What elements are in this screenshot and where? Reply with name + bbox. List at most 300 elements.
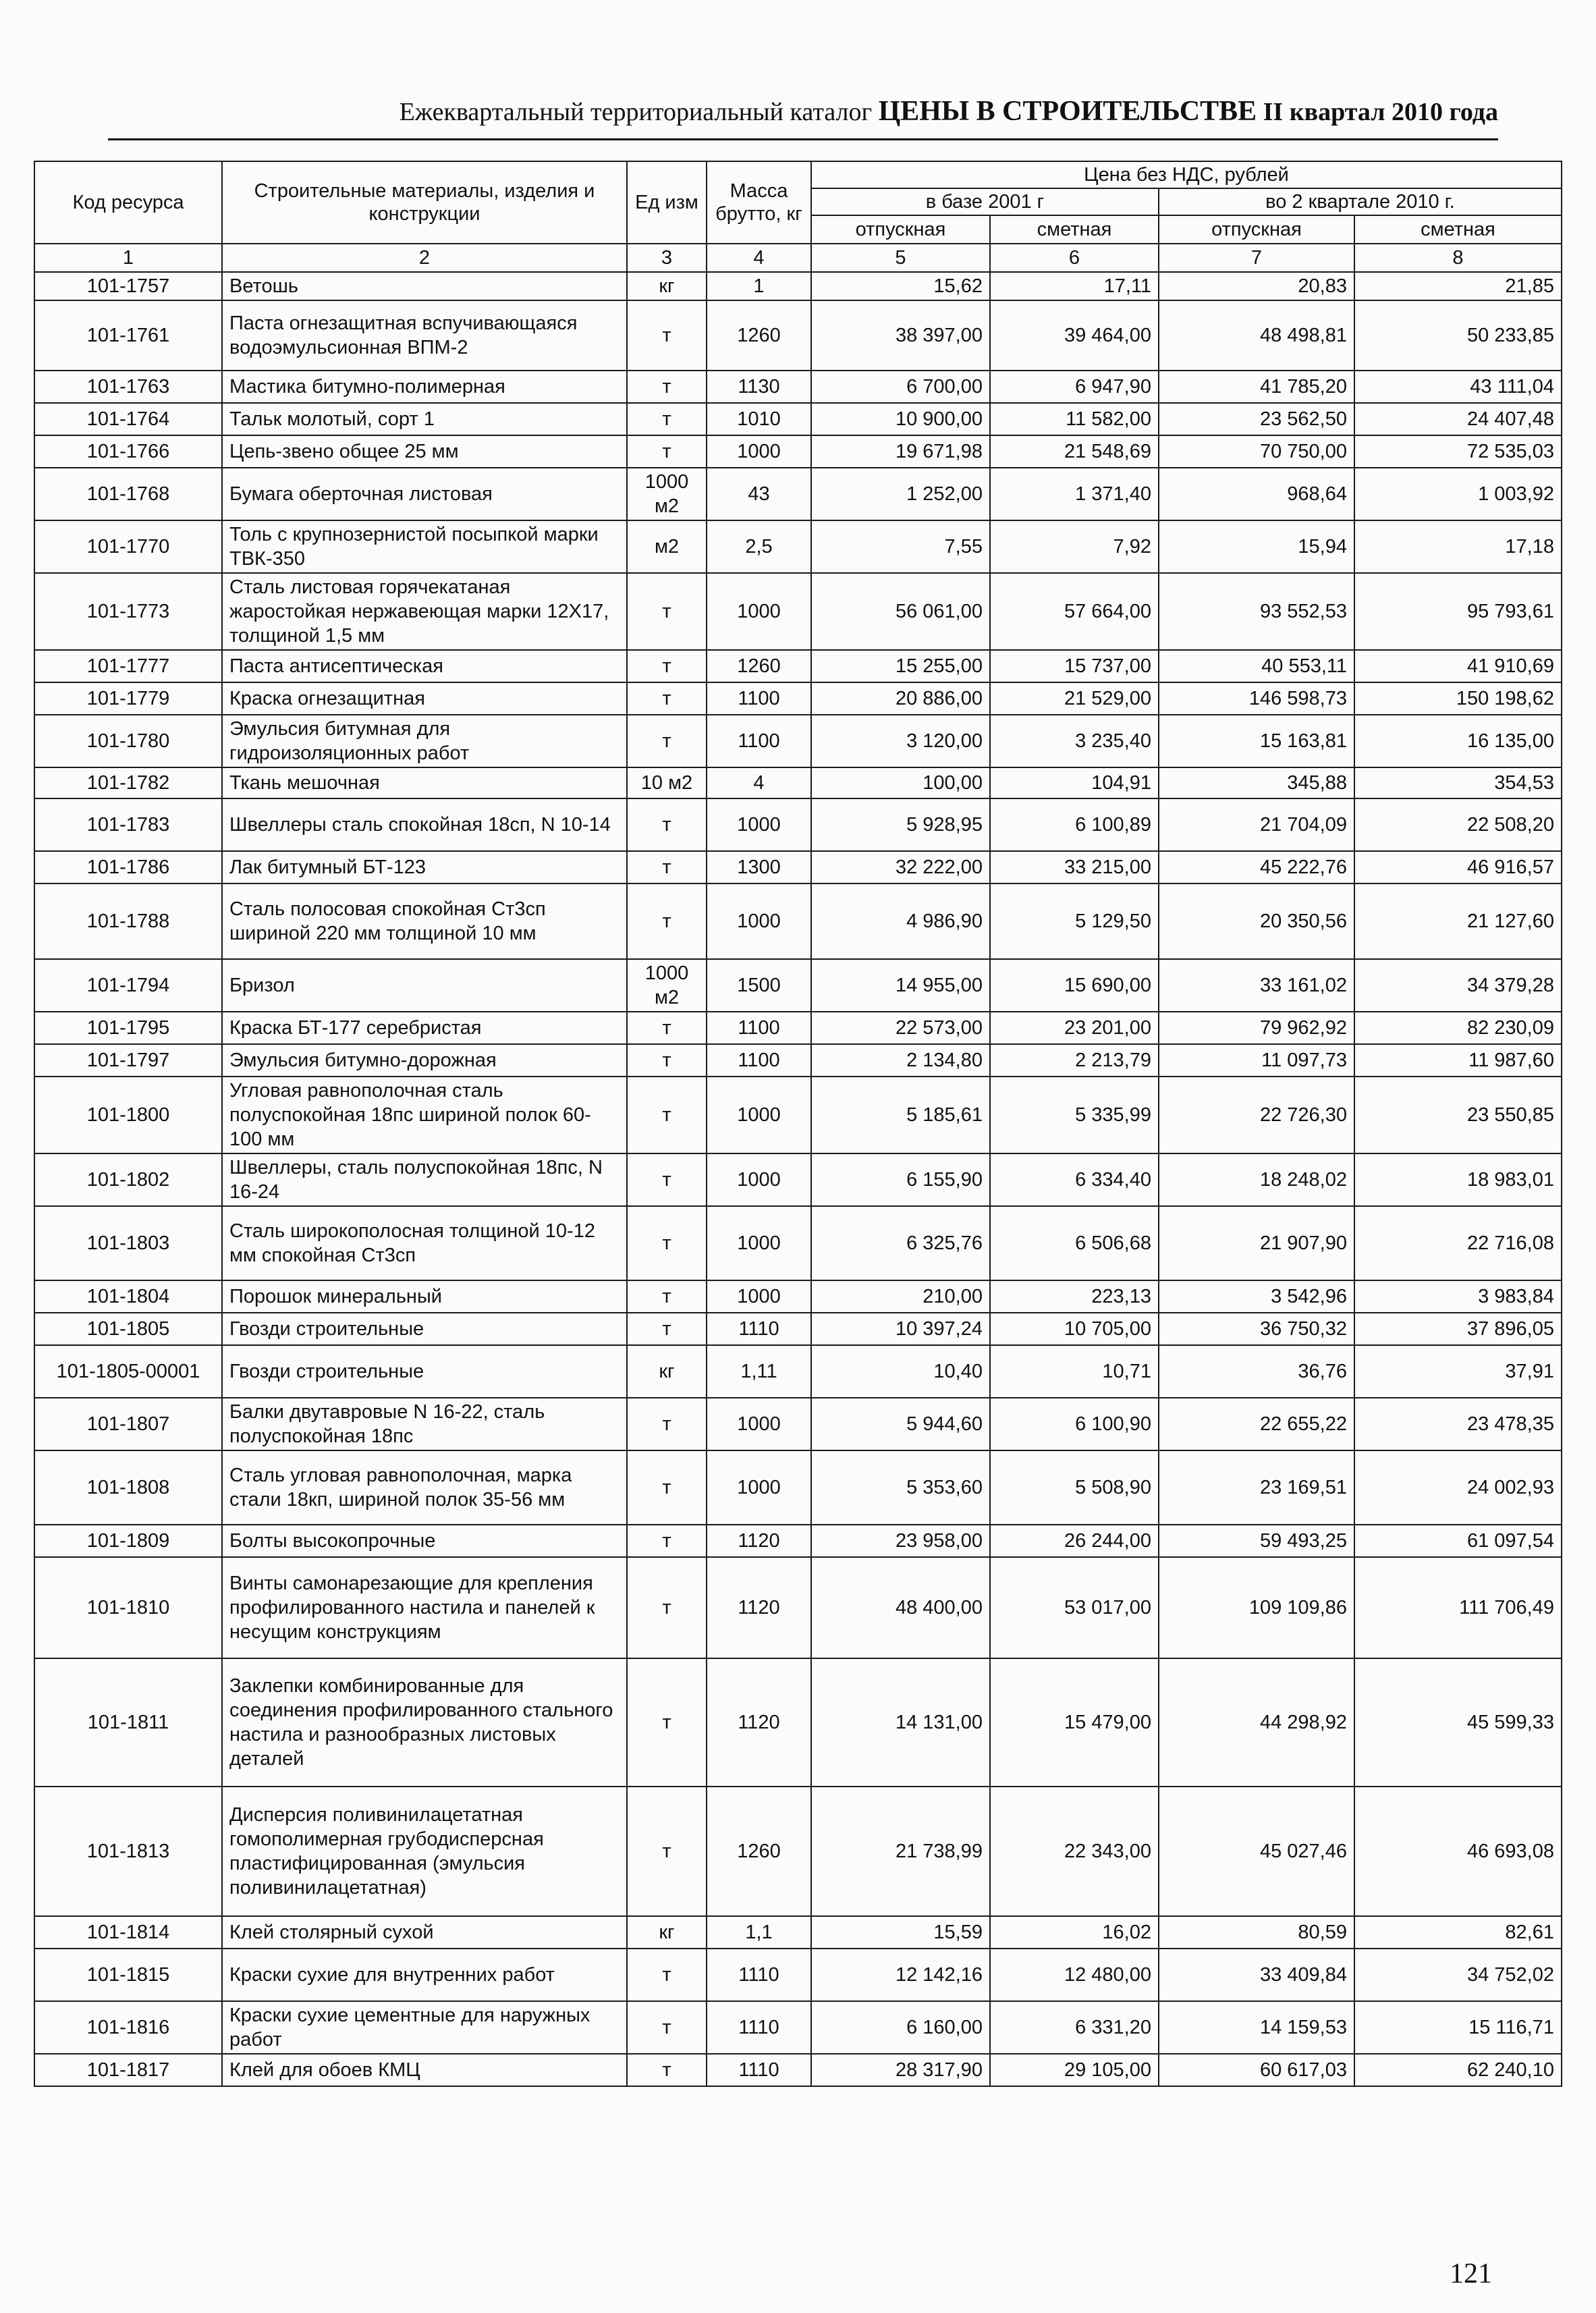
row-name: Дисперсия поливинилацетатная гомополимерная грубодисперсная пластифицированная (эмульсия поливинилацетатная) bbox=[222, 1787, 627, 1916]
col-number: 4 bbox=[707, 244, 811, 272]
table-body bbox=[34, 272, 1562, 2086]
row-unit: т bbox=[627, 435, 707, 468]
row-price-current-estimate: 3 983,84 bbox=[1354, 1280, 1562, 1313]
row-price-current-wholesale: 41 785,20 bbox=[1159, 371, 1354, 403]
row-price-current-wholesale: 93 552,53 bbox=[1159, 573, 1354, 650]
row-mass: 1500 bbox=[707, 959, 811, 1012]
row-price-current-estimate: 72 535,03 bbox=[1354, 435, 1562, 468]
row-mass: 1300 bbox=[707, 851, 811, 883]
row-name: Бризол bbox=[222, 959, 627, 1012]
row-unit: т bbox=[627, 1787, 707, 1916]
row-price-base-wholesale: 48 400,00 bbox=[811, 1557, 990, 1658]
row-mass: 2,5 bbox=[707, 520, 811, 573]
row-code: 101-1768 bbox=[34, 468, 222, 520]
row-price-current-estimate: 50 233,85 bbox=[1354, 300, 1562, 371]
row-price-current-estimate: 61 097,54 bbox=[1354, 1525, 1562, 1557]
row-mass: 1110 bbox=[707, 2054, 811, 2086]
row-price-base-estimate: 15 690,00 bbox=[990, 959, 1159, 1012]
row-mass: 1110 bbox=[707, 1949, 811, 2001]
row-code: 101-1800 bbox=[34, 1077, 222, 1153]
row-price-current-estimate: 24 002,93 bbox=[1354, 1450, 1562, 1525]
row-price-current-estimate: 22 508,20 bbox=[1354, 798, 1562, 851]
row-code: 101-1777 bbox=[34, 650, 222, 682]
row-mass: 1010 bbox=[707, 403, 811, 435]
table-row bbox=[34, 682, 1562, 715]
row-price-current-estimate: 43 111,04 bbox=[1354, 371, 1562, 403]
row-price-base-estimate: 39 464,00 bbox=[990, 300, 1159, 371]
row-mass: 1000 bbox=[707, 1153, 811, 1206]
row-code: 101-1773 bbox=[34, 573, 222, 650]
row-price-current-wholesale: 20,83 bbox=[1159, 272, 1354, 300]
table-row bbox=[34, 1658, 1562, 1787]
row-price-base-wholesale: 2 134,80 bbox=[811, 1044, 990, 1077]
row-name: Гвозди строительные bbox=[222, 1313, 627, 1345]
row-name: Лак битумный БТ-123 bbox=[222, 851, 627, 883]
row-mass: 1110 bbox=[707, 1313, 811, 1345]
header-base: в базе 2001 г bbox=[811, 188, 1159, 215]
row-code: 101-1797 bbox=[34, 1044, 222, 1077]
header-title: ЦЕНЫ В СТРОИТЕЛЬСТВЕ bbox=[878, 96, 1257, 127]
col-number: 1 bbox=[34, 244, 222, 272]
row-price-current-estimate: 15 116,71 bbox=[1354, 2001, 1562, 2054]
table-row bbox=[34, 650, 1562, 682]
row-mass: 1000 bbox=[707, 1398, 811, 1450]
row-price-base-estimate: 10,71 bbox=[990, 1345, 1159, 1398]
row-name: Заклепки комбинированные для соединения профилированного стального настила и разнообразных листовых деталей bbox=[222, 1658, 627, 1787]
row-unit: кг bbox=[627, 1916, 707, 1949]
table-row bbox=[34, 767, 1562, 798]
row-name: Клей столярный сухой bbox=[222, 1916, 627, 1949]
row-price-current-estimate: 23 478,35 bbox=[1354, 1398, 1562, 1450]
row-price-base-wholesale: 21 738,99 bbox=[811, 1787, 990, 1916]
header-unit: Ед изм bbox=[627, 161, 707, 244]
row-name: Эмульсия битумная для гидроизоляционных работ bbox=[222, 715, 627, 767]
row-code: 101-1811 bbox=[34, 1658, 222, 1787]
row-price-base-estimate: 1 371,40 bbox=[990, 468, 1159, 520]
row-unit: т bbox=[627, 851, 707, 883]
row-unit: т bbox=[627, 1313, 707, 1345]
row-price-current-wholesale: 21 907,90 bbox=[1159, 1206, 1354, 1280]
row-price-current-wholesale: 48 498,81 bbox=[1159, 300, 1354, 371]
row-price-base-estimate: 2 213,79 bbox=[990, 1044, 1159, 1077]
row-code: 101-1782 bbox=[34, 767, 222, 798]
row-name: Гвозди строительные bbox=[222, 1345, 627, 1398]
row-price-base-wholesale: 5 185,61 bbox=[811, 1077, 990, 1153]
row-price-current-estimate: 21 127,60 bbox=[1354, 883, 1562, 959]
row-price-current-estimate: 62 240,10 bbox=[1354, 2054, 1562, 2086]
table-row bbox=[34, 1044, 1562, 1077]
row-mass: 1000 bbox=[707, 883, 811, 959]
row-price-current-wholesale: 22 726,30 bbox=[1159, 1077, 1354, 1153]
header-estimate-2: сметная bbox=[1354, 215, 1562, 244]
row-unit: т bbox=[627, 1525, 707, 1557]
row-name: Краска огнезащитная bbox=[222, 682, 627, 715]
row-mass: 1,1 bbox=[707, 1916, 811, 1949]
row-mass: 1000 bbox=[707, 573, 811, 650]
row-mass: 1,11 bbox=[707, 1345, 811, 1398]
row-code: 101-1807 bbox=[34, 1398, 222, 1450]
row-price-current-wholesale: 44 298,92 bbox=[1159, 1658, 1354, 1787]
row-price-current-estimate: 37,91 bbox=[1354, 1345, 1562, 1398]
row-price-current-wholesale: 15,94 bbox=[1159, 520, 1354, 573]
row-unit: т bbox=[627, 650, 707, 682]
row-price-base-wholesale: 28 317,90 bbox=[811, 2054, 990, 2086]
row-name: Паста антисептическая bbox=[222, 650, 627, 682]
row-name: Ткань мешочная bbox=[222, 767, 627, 798]
row-price-current-wholesale: 79 962,92 bbox=[1159, 1012, 1354, 1044]
row-code: 101-1779 bbox=[34, 682, 222, 715]
row-price-current-estimate: 37 896,05 bbox=[1354, 1313, 1562, 1345]
row-name: Краска БТ-177 серебристая bbox=[222, 1012, 627, 1044]
row-name: Бумага оберточная листовая bbox=[222, 468, 627, 520]
col-number: 7 bbox=[1159, 244, 1354, 272]
table-row bbox=[34, 371, 1562, 403]
row-unit: т bbox=[627, 1012, 707, 1044]
row-name: Швеллеры, сталь полуспокойная 18пс, N 16-24 bbox=[222, 1153, 627, 1206]
row-price-base-estimate: 33 215,00 bbox=[990, 851, 1159, 883]
row-code: 101-1766 bbox=[34, 435, 222, 468]
row-mass: 1000 bbox=[707, 1206, 811, 1280]
row-price-base-estimate: 5 335,99 bbox=[990, 1077, 1159, 1153]
row-mass: 1120 bbox=[707, 1557, 811, 1658]
row-price-base-estimate: 104,91 bbox=[990, 767, 1159, 798]
row-price-current-wholesale: 968,64 bbox=[1159, 468, 1354, 520]
row-code: 101-1770 bbox=[34, 520, 222, 573]
row-price-base-wholesale: 23 958,00 bbox=[811, 1525, 990, 1557]
row-mass: 1000 bbox=[707, 435, 811, 468]
row-price-base-estimate: 29 105,00 bbox=[990, 2054, 1159, 2086]
row-price-base-wholesale: 5 928,95 bbox=[811, 798, 990, 851]
row-mass: 1100 bbox=[707, 715, 811, 767]
row-mass: 1260 bbox=[707, 300, 811, 371]
row-code: 101-1795 bbox=[34, 1012, 222, 1044]
row-code: 101-1810 bbox=[34, 1557, 222, 1658]
row-code: 101-1786 bbox=[34, 851, 222, 883]
row-price-base-wholesale: 5 944,60 bbox=[811, 1398, 990, 1450]
row-price-base-wholesale: 32 222,00 bbox=[811, 851, 990, 883]
row-unit: т bbox=[627, 2001, 707, 2054]
row-unit: т bbox=[627, 1557, 707, 1658]
row-name: Мастика битумно-полимерная bbox=[222, 371, 627, 403]
table-row bbox=[34, 272, 1562, 300]
row-price-current-wholesale: 15 163,81 bbox=[1159, 715, 1354, 767]
row-price-current-estimate: 82 230,09 bbox=[1354, 1012, 1562, 1044]
table-row bbox=[34, 2054, 1562, 2086]
table-row bbox=[34, 300, 1562, 371]
row-price-base-wholesale: 5 353,60 bbox=[811, 1450, 990, 1525]
row-code: 101-1809 bbox=[34, 1525, 222, 1557]
row-name: Ветошь bbox=[222, 272, 627, 300]
row-code: 101-1764 bbox=[34, 403, 222, 435]
table-row bbox=[34, 1557, 1562, 1658]
row-mass: 1100 bbox=[707, 1044, 811, 1077]
header-wholesale-2: отпускная bbox=[1159, 215, 1354, 244]
table-row bbox=[34, 1450, 1562, 1525]
row-price-current-wholesale: 23 562,50 bbox=[1159, 403, 1354, 435]
row-mass: 1000 bbox=[707, 798, 811, 851]
row-price-current-wholesale: 20 350,56 bbox=[1159, 883, 1354, 959]
table-row bbox=[34, 468, 1562, 520]
header-estimate: сметная bbox=[990, 215, 1159, 244]
table-row bbox=[34, 959, 1562, 1012]
row-price-current-wholesale: 23 169,51 bbox=[1159, 1450, 1354, 1525]
row-unit: т bbox=[627, 1280, 707, 1313]
table-row bbox=[34, 851, 1562, 883]
row-price-current-estimate: 82,61 bbox=[1354, 1916, 1562, 1949]
header-name: Строительные материалы, изделия и конструкции bbox=[222, 161, 627, 244]
table-row bbox=[34, 798, 1562, 851]
row-unit: т bbox=[627, 1077, 707, 1153]
row-code: 101-1808 bbox=[34, 1450, 222, 1525]
row-price-current-wholesale: 59 493,25 bbox=[1159, 1525, 1354, 1557]
row-price-current-wholesale: 3 542,96 bbox=[1159, 1280, 1354, 1313]
column-number-row bbox=[34, 244, 1562, 272]
row-price-base-estimate: 6 947,90 bbox=[990, 371, 1159, 403]
row-name: Балки двутавровые N 16-22, сталь полуспокойная 18пс bbox=[222, 1398, 627, 1450]
row-price-base-estimate: 6 100,90 bbox=[990, 1398, 1159, 1450]
row-price-base-estimate: 11 582,00 bbox=[990, 403, 1159, 435]
row-price-base-wholesale: 4 986,90 bbox=[811, 883, 990, 959]
row-price-current-wholesale: 36 750,32 bbox=[1159, 1313, 1354, 1345]
row-name: Порошок минеральный bbox=[222, 1280, 627, 1313]
table-row bbox=[34, 520, 1562, 573]
table-row bbox=[34, 1787, 1562, 1916]
row-price-current-wholesale: 109 109,86 bbox=[1159, 1557, 1354, 1658]
header-code: Код ресурса bbox=[34, 161, 222, 244]
col-number: 3 bbox=[627, 244, 707, 272]
row-price-current-estimate: 21,85 bbox=[1354, 272, 1562, 300]
table-row bbox=[34, 1077, 1562, 1153]
row-price-base-wholesale: 6 700,00 bbox=[811, 371, 990, 403]
row-name: Краски сухие цементные для наружных работ bbox=[222, 2001, 627, 2054]
table-row bbox=[34, 1012, 1562, 1044]
row-price-base-estimate: 3 235,40 bbox=[990, 715, 1159, 767]
row-price-current-wholesale: 33 409,84 bbox=[1159, 1949, 1354, 2001]
row-unit: т bbox=[627, 300, 707, 371]
row-name: Краски сухие для внутренних работ bbox=[222, 1949, 627, 2001]
row-price-current-estimate: 34 752,02 bbox=[1354, 1949, 1562, 2001]
row-price-base-estimate: 57 664,00 bbox=[990, 573, 1159, 650]
row-code: 101-1802 bbox=[34, 1153, 222, 1206]
row-name: Угловая равнополочная сталь полуспокойная 18пс шириной полок 60-100 мм bbox=[222, 1077, 627, 1153]
row-price-base-wholesale: 22 573,00 bbox=[811, 1012, 990, 1044]
row-price-current-wholesale: 33 161,02 bbox=[1159, 959, 1354, 1012]
row-unit: т bbox=[627, 2054, 707, 2086]
row-price-base-wholesale: 15,59 bbox=[811, 1916, 990, 1949]
header-wholesale: отпускная bbox=[811, 215, 990, 244]
row-price-base-wholesale: 15 255,00 bbox=[811, 650, 990, 682]
row-price-base-wholesale: 100,00 bbox=[811, 767, 990, 798]
row-price-current-wholesale: 40 553,11 bbox=[1159, 650, 1354, 682]
row-price-base-wholesale: 6 325,76 bbox=[811, 1206, 990, 1280]
table-row bbox=[34, 1949, 1562, 2001]
table-row bbox=[34, 1916, 1562, 1949]
row-price-current-estimate: 150 198,62 bbox=[1354, 682, 1562, 715]
row-name: Эмульсия битумно-дорожная bbox=[222, 1044, 627, 1077]
row-code: 101-1763 bbox=[34, 371, 222, 403]
row-name: Толь с крупнозернистой посыпкой марки ТВК-350 bbox=[222, 520, 627, 573]
row-price-base-estimate: 21 529,00 bbox=[990, 682, 1159, 715]
row-mass: 1120 bbox=[707, 1658, 811, 1787]
row-mass: 1000 bbox=[707, 1077, 811, 1153]
row-unit: 10 м2 bbox=[627, 767, 707, 798]
row-code: 101-1761 bbox=[34, 300, 222, 371]
row-price-current-estimate: 46 916,57 bbox=[1354, 851, 1562, 883]
header-mass: Масса брутто, кг bbox=[707, 161, 811, 244]
page-number: 121 bbox=[1450, 2258, 1492, 2289]
row-unit: т bbox=[627, 403, 707, 435]
row-mass: 1130 bbox=[707, 371, 811, 403]
row-price-base-estimate: 22 343,00 bbox=[990, 1787, 1159, 1916]
row-unit: т bbox=[627, 573, 707, 650]
table-row bbox=[34, 1345, 1562, 1398]
row-price-base-estimate: 5 129,50 bbox=[990, 883, 1159, 959]
row-price-current-estimate: 34 379,28 bbox=[1354, 959, 1562, 1012]
row-price-current-wholesale: 11 097,73 bbox=[1159, 1044, 1354, 1077]
row-price-base-wholesale: 19 671,98 bbox=[811, 435, 990, 468]
row-price-base-wholesale: 38 397,00 bbox=[811, 300, 990, 371]
row-price-current-wholesale: 45 027,46 bbox=[1159, 1787, 1354, 1916]
row-name: Сталь полосовая спокойная Ст3сп шириной 220 мм толщиной 10 мм bbox=[222, 883, 627, 959]
row-price-current-wholesale: 70 750,00 bbox=[1159, 435, 1354, 468]
row-mass: 1260 bbox=[707, 650, 811, 682]
table-row bbox=[34, 2001, 1562, 2054]
row-price-current-wholesale: 60 617,03 bbox=[1159, 2054, 1354, 2086]
table-row bbox=[34, 1206, 1562, 1280]
row-unit: т bbox=[627, 1398, 707, 1450]
row-price-base-estimate: 53 017,00 bbox=[990, 1557, 1159, 1658]
row-price-base-estimate: 7,92 bbox=[990, 520, 1159, 573]
row-price-base-estimate: 6 334,40 bbox=[990, 1153, 1159, 1206]
row-unit: т bbox=[627, 1044, 707, 1077]
row-price-base-estimate: 21 548,69 bbox=[990, 435, 1159, 468]
row-unit: т bbox=[627, 682, 707, 715]
header-period: II квартал 2010 года bbox=[1263, 98, 1498, 126]
row-price-base-wholesale: 20 886,00 bbox=[811, 682, 990, 715]
row-price-current-estimate: 95 793,61 bbox=[1354, 573, 1562, 650]
row-price-base-wholesale: 3 120,00 bbox=[811, 715, 990, 767]
row-name: Сталь широкополосная толщиной 10-12 мм спокойная Ст3сп bbox=[222, 1206, 627, 1280]
row-price-current-estimate: 46 693,08 bbox=[1354, 1787, 1562, 1916]
row-price-base-wholesale: 56 061,00 bbox=[811, 573, 990, 650]
row-price-current-estimate: 18 983,01 bbox=[1354, 1153, 1562, 1206]
row-price-base-wholesale: 7,55 bbox=[811, 520, 990, 573]
row-price-current-estimate: 11 987,60 bbox=[1354, 1044, 1562, 1077]
row-price-base-estimate: 5 508,90 bbox=[990, 1450, 1159, 1525]
row-code: 101-1817 bbox=[34, 2054, 222, 2086]
header-price-group: Цена без НДС, рублей bbox=[811, 161, 1562, 188]
table-row bbox=[34, 1313, 1562, 1345]
row-price-base-estimate: 6 331,20 bbox=[990, 2001, 1159, 2054]
row-unit: 1000 м2 bbox=[627, 468, 707, 520]
row-price-current-wholesale: 14 159,53 bbox=[1159, 2001, 1354, 2054]
running-header bbox=[108, 91, 1498, 140]
header-prefix: Ежеквартальный территориальный каталог bbox=[399, 98, 873, 126]
row-price-base-wholesale: 10,40 bbox=[811, 1345, 990, 1398]
row-mass: 1120 bbox=[707, 1525, 811, 1557]
row-mass: 1100 bbox=[707, 682, 811, 715]
row-code: 101-1805 bbox=[34, 1313, 222, 1345]
row-price-current-estimate: 354,53 bbox=[1354, 767, 1562, 798]
row-name: Тальк молотый, сорт 1 bbox=[222, 403, 627, 435]
row-mass: 1110 bbox=[707, 2001, 811, 2054]
row-mass: 1000 bbox=[707, 1450, 811, 1525]
row-price-base-wholesale: 210,00 bbox=[811, 1280, 990, 1313]
row-code: 101-1794 bbox=[34, 959, 222, 1012]
col-number: 8 bbox=[1354, 244, 1562, 272]
col-number: 2 bbox=[222, 244, 627, 272]
row-mass: 1260 bbox=[707, 1787, 811, 1916]
row-price-base-estimate: 23 201,00 bbox=[990, 1012, 1159, 1044]
row-unit: т bbox=[627, 1658, 707, 1787]
row-mass: 1 bbox=[707, 272, 811, 300]
row-code: 101-1815 bbox=[34, 1949, 222, 2001]
row-price-base-estimate: 6 506,68 bbox=[990, 1206, 1159, 1280]
row-unit: т bbox=[627, 1153, 707, 1206]
row-price-base-estimate: 10 705,00 bbox=[990, 1313, 1159, 1345]
row-unit: т bbox=[627, 798, 707, 851]
row-price-current-wholesale: 45 222,76 bbox=[1159, 851, 1354, 883]
row-price-base-wholesale: 14 131,00 bbox=[811, 1658, 990, 1787]
row-price-current-wholesale: 18 248,02 bbox=[1159, 1153, 1354, 1206]
row-price-current-estimate: 41 910,69 bbox=[1354, 650, 1562, 682]
price-table bbox=[34, 161, 1562, 2087]
row-price-base-estimate: 223,13 bbox=[990, 1280, 1159, 1313]
row-name: Винты самонарезающие для крепления профилированного настила и панелей к несущим конструкциям bbox=[222, 1557, 627, 1658]
table-row bbox=[34, 1153, 1562, 1206]
row-unit: т bbox=[627, 1206, 707, 1280]
row-name: Цепь-звено общее 25 мм bbox=[222, 435, 627, 468]
row-unit: т bbox=[627, 883, 707, 959]
row-price-current-estimate: 22 716,08 bbox=[1354, 1206, 1562, 1280]
row-name: Сталь угловая равнополочная, марка стали 18кп, шириной полок 35-56 мм bbox=[222, 1450, 627, 1525]
row-code: 101-1805-00001 bbox=[34, 1345, 222, 1398]
table-row bbox=[34, 883, 1562, 959]
row-mass: 43 bbox=[707, 468, 811, 520]
table-row bbox=[34, 573, 1562, 650]
row-unit: кг bbox=[627, 272, 707, 300]
row-code: 101-1814 bbox=[34, 1916, 222, 1949]
row-price-current-wholesale: 80,59 bbox=[1159, 1916, 1354, 1949]
row-price-base-estimate: 26 244,00 bbox=[990, 1525, 1159, 1557]
row-code: 101-1804 bbox=[34, 1280, 222, 1313]
row-mass: 1100 bbox=[707, 1012, 811, 1044]
row-name: Паста огнезащитная вспучивающаяся водоэмульсионная ВПМ-2 bbox=[222, 300, 627, 371]
row-price-current-wholesale: 22 655,22 bbox=[1159, 1398, 1354, 1450]
row-price-current-estimate: 17,18 bbox=[1354, 520, 1562, 573]
row-mass: 4 bbox=[707, 767, 811, 798]
row-price-current-wholesale: 36,76 bbox=[1159, 1345, 1354, 1398]
row-price-base-estimate: 16,02 bbox=[990, 1916, 1159, 1949]
row-price-current-estimate: 16 135,00 bbox=[1354, 715, 1562, 767]
row-price-base-wholesale: 12 142,16 bbox=[811, 1949, 990, 2001]
row-code: 101-1757 bbox=[34, 272, 222, 300]
row-price-current-estimate: 23 550,85 bbox=[1354, 1077, 1562, 1153]
row-price-base-estimate: 15 737,00 bbox=[990, 650, 1159, 682]
table-row bbox=[34, 435, 1562, 468]
row-code: 101-1816 bbox=[34, 2001, 222, 2054]
row-price-current-estimate: 111 706,49 bbox=[1354, 1557, 1562, 1658]
row-code: 101-1813 bbox=[34, 1787, 222, 1916]
row-price-current-wholesale: 21 704,09 bbox=[1159, 798, 1354, 851]
row-name: Болты высокопрочные bbox=[222, 1525, 627, 1557]
table-row bbox=[34, 715, 1562, 767]
row-price-base-wholesale: 6 160,00 bbox=[811, 2001, 990, 2054]
col-number: 5 bbox=[811, 244, 990, 272]
row-name: Клей для обоев КМЦ bbox=[222, 2054, 627, 2086]
row-price-base-wholesale: 14 955,00 bbox=[811, 959, 990, 1012]
row-price-base-wholesale: 6 155,90 bbox=[811, 1153, 990, 1206]
